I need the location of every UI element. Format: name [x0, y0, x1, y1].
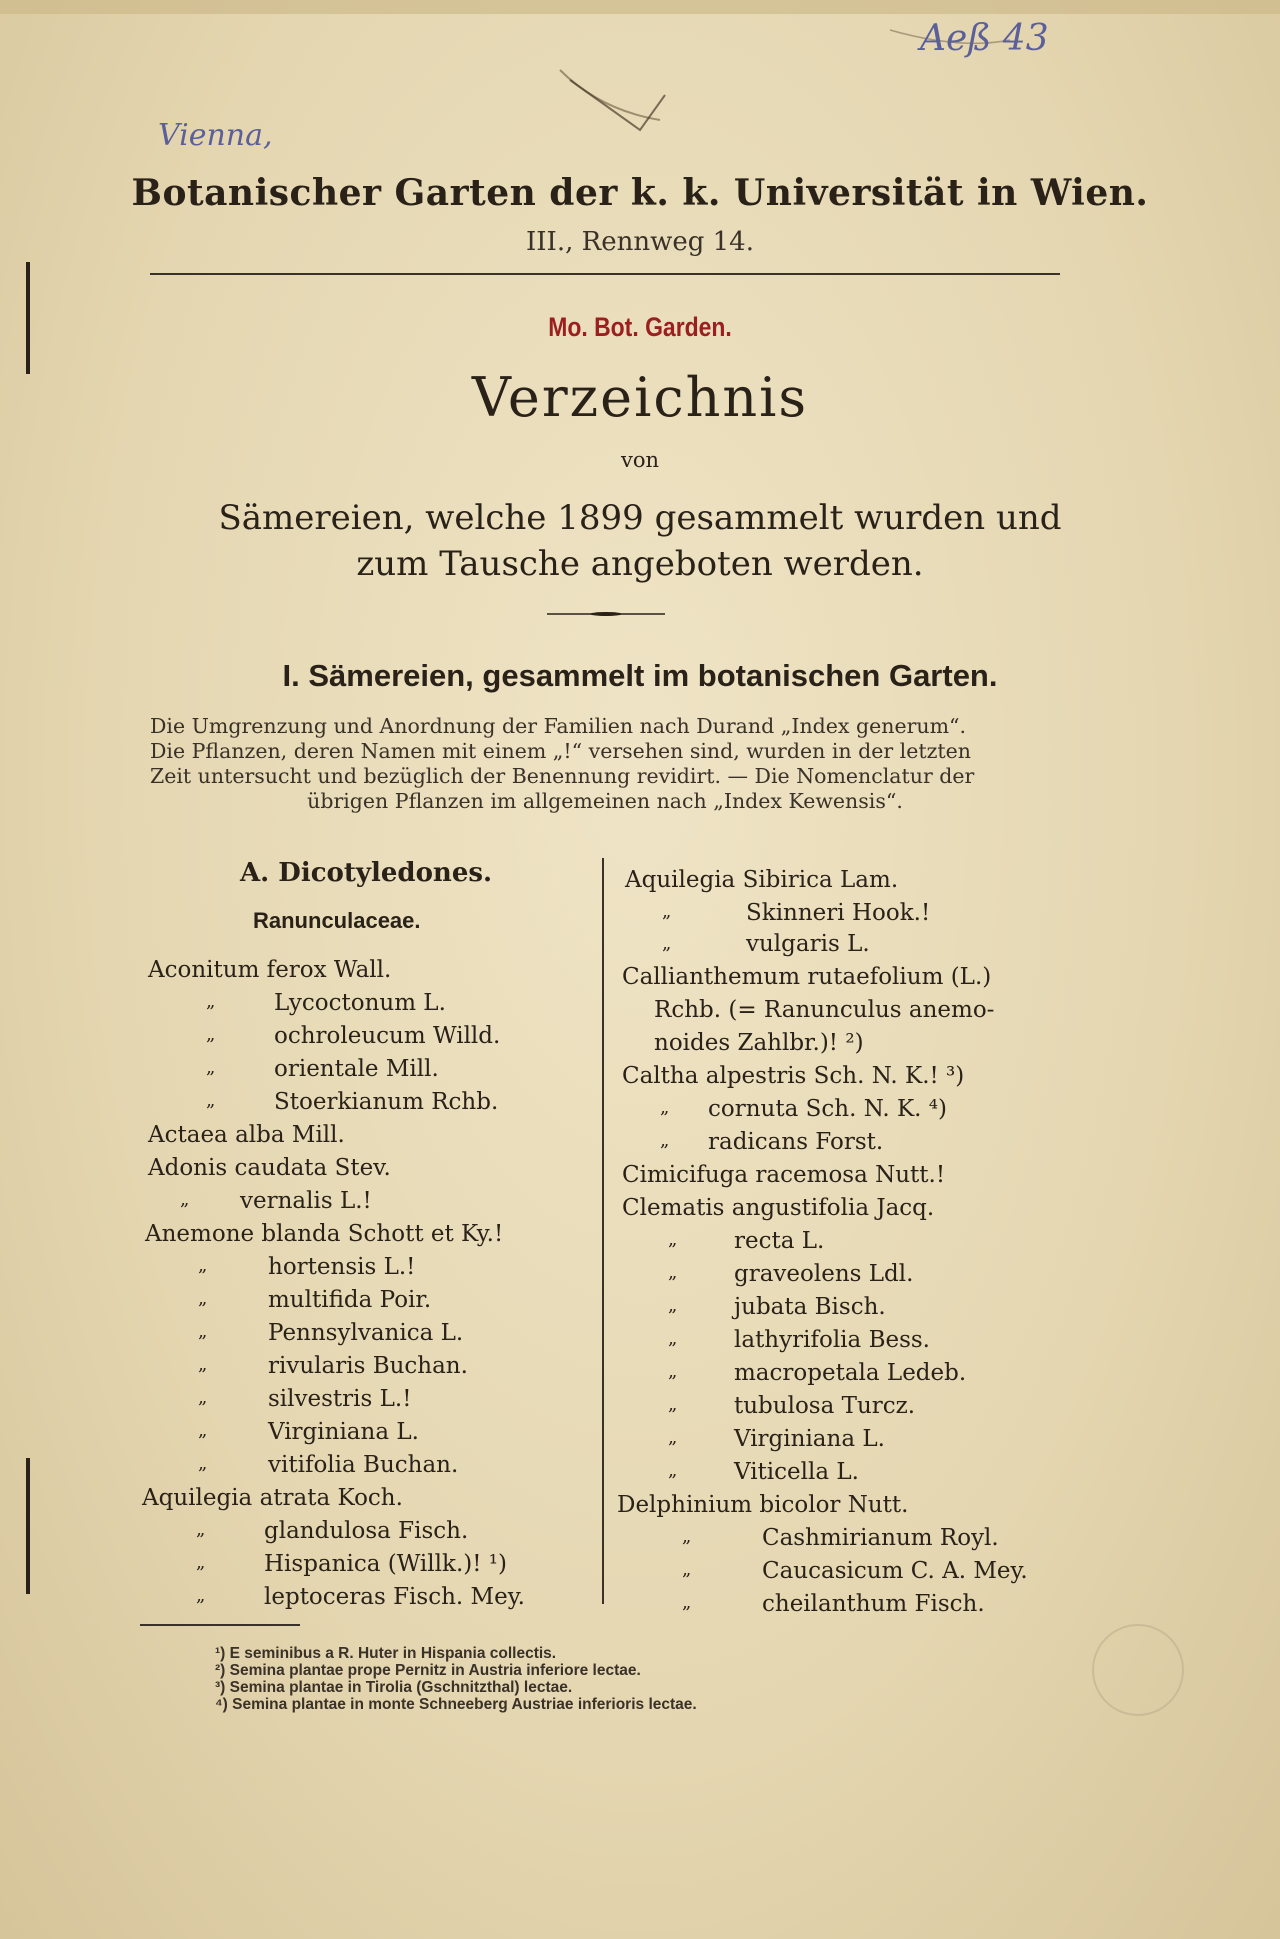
list-item: Rchb. (= Ranunculus anemo-	[654, 997, 995, 1023]
ditto-mark: „	[206, 991, 216, 1012]
ditto-mark: „	[668, 1229, 678, 1250]
intro-line: Die Pflanzen, deren Namen mit einem „!“ versehen sind, wurden in der letzten	[150, 739, 971, 763]
ditto-mark: „	[668, 1361, 678, 1382]
list-item: jubata Bisch.	[734, 1294, 886, 1320]
subtitle-line-1: Sämereien, welche 1899 gesammelt wurden und	[218, 498, 1062, 538]
intro-paragraph	[150, 714, 1060, 814]
list-item: graveolens Ldl.	[734, 1261, 914, 1287]
handwritten-accession-number: Aeß 43	[920, 18, 1049, 59]
ditto-mark: „	[668, 1394, 678, 1415]
list-item: noides Zahlbr.)! ²)	[654, 1030, 864, 1056]
header-divider	[150, 273, 1060, 275]
library-stamp: Mo. Bot. Garden.	[548, 312, 732, 342]
footnote: ¹) E seminibus a R. Huter in Hispania collectis.	[215, 1645, 557, 1662]
intro-line: Zeit untersucht und bezüglich der Benennung revidirt. — Die Nomenclatur der	[150, 764, 975, 788]
list-item: vulgaris L.	[746, 931, 870, 957]
list-item: Skinneri Hook.!	[746, 900, 931, 926]
list-item: Clematis angustifolia Jacq.	[622, 1195, 935, 1221]
ditto-mark: „	[198, 1321, 208, 1342]
list-item: lathyrifolia Bess.	[734, 1327, 930, 1353]
ornamental-divider	[547, 612, 665, 616]
section-heading: I. Sämereien, gesammelt im botanischen Garten.	[282, 658, 998, 693]
ditto-mark: „	[206, 1024, 216, 1045]
list-item: Hispanica (Willk.)! ¹)	[264, 1551, 507, 1577]
list-item: Aquilegia Sibirica Lam.	[625, 867, 899, 893]
ditto-mark: „	[682, 1526, 692, 1547]
list-item: Virginiana L.	[734, 1426, 885, 1452]
ditto-mark: „	[198, 1255, 208, 1276]
ditto-mark: „	[180, 1189, 190, 1210]
intro-line: Die Umgrenzung und Anordnung der Familien nach Durand „Index generum“.	[150, 714, 967, 738]
list-item: Anemone blanda Schott et Ky.!	[145, 1221, 504, 1247]
list-item: Viticella L.	[734, 1459, 859, 1485]
list-item: leptoceras Fisch. Mey.	[264, 1584, 525, 1610]
list-item: cornuta Sch. N. K. ⁴)	[708, 1096, 947, 1122]
list-item: glandulosa Fisch.	[264, 1518, 469, 1544]
document-subtitle	[0, 495, 1280, 587]
list-item: Actaea alba Mill.	[148, 1122, 345, 1148]
list-item: Aquilegia atrata Koch.	[142, 1485, 403, 1511]
subtitle-line-2: zum Tausche angeboten werden.	[356, 544, 924, 584]
institution-title: Botanischer Garten der k. k. Universität in Wien.	[131, 172, 1149, 214]
list-item: recta L.	[734, 1228, 825, 1254]
list-item: macropetala Ledeb.	[734, 1360, 967, 1386]
intro-line: übrigen Pflanzen im allgemeinen nach „Index Kewensis“.	[307, 789, 903, 813]
institution-address: III., Rennweg 14.	[526, 227, 754, 257]
list-item: Stoerkianum Rchb.	[274, 1089, 499, 1115]
list-item: Caucasicum C. A. Mey.	[762, 1558, 1028, 1584]
list-item: ochroleucum Willd.	[274, 1023, 501, 1049]
list-item: silvestris L.!	[268, 1386, 412, 1412]
class-heading: A. Dicotyledones.	[240, 858, 493, 888]
title-von: von	[620, 448, 660, 472]
list-item: vitifolia Buchan.	[268, 1452, 459, 1478]
ditto-mark: „	[198, 1420, 208, 1441]
ditto-mark: „	[198, 1288, 208, 1309]
ditto-mark: „	[206, 1090, 216, 1111]
list-item: Aconitum ferox Wall.	[148, 957, 392, 983]
list-item: hortensis L.!	[268, 1254, 416, 1280]
ditto-mark: „	[196, 1552, 206, 1573]
list-item: vernalis L.!	[240, 1188, 372, 1214]
ditto-mark: „	[668, 1262, 678, 1283]
list-item: rivularis Buchan.	[268, 1353, 468, 1379]
ditto-mark: „	[668, 1295, 678, 1316]
ditto-mark: „	[206, 1057, 216, 1078]
list-item: cheilanthum Fisch.	[762, 1591, 985, 1617]
list-item: Callianthemum rutaefolium (L.)	[622, 964, 992, 990]
handwritten-note-vienna: Vienna,	[158, 118, 273, 153]
document-title: Verzeichnis	[471, 366, 809, 429]
ditto-mark: „	[668, 1460, 678, 1481]
ditto-mark: „	[196, 1519, 206, 1540]
list-item: Delphinium bicolor Nutt.	[617, 1492, 909, 1518]
ditto-mark: „	[682, 1592, 692, 1613]
list-item: Cimicifuga racemosa Nutt.!	[622, 1162, 946, 1188]
ditto-mark: „	[660, 1130, 670, 1151]
ditto-mark: „	[198, 1387, 208, 1408]
list-item: multifida Poir.	[268, 1287, 432, 1313]
ditto-mark: „	[662, 901, 672, 922]
footnote-divider	[140, 1624, 300, 1626]
margin-mark	[26, 262, 30, 374]
ditto-mark: „	[668, 1427, 678, 1448]
footnote: ³) Semina plantae in Tirolia (Gschnitzthal) lectae.	[215, 1679, 573, 1696]
list-item: Adonis caudata Stev.	[148, 1155, 391, 1181]
ditto-mark: „	[682, 1559, 692, 1580]
footnote: ⁴) Semina plantae in monte Schneeberg Austriae inferioris lectae.	[215, 1696, 697, 1713]
list-item: Caltha alpestris Sch. N. K.! ³)	[622, 1063, 965, 1089]
margin-mark	[26, 1458, 30, 1594]
ditto-mark: „	[662, 933, 672, 954]
ditto-mark: „	[196, 1585, 206, 1606]
family-heading: Ranunculaceae.	[253, 908, 421, 933]
column-divider	[602, 858, 604, 1604]
list-item: Pennsylvanica L.	[268, 1320, 464, 1346]
list-item: Cashmirianum Royl.	[762, 1525, 999, 1551]
list-item: orientale Mill.	[274, 1056, 439, 1082]
list-item: tubulosa Turcz.	[734, 1393, 916, 1419]
list-item: Virginiana L.	[268, 1419, 419, 1445]
ditto-mark: „	[660, 1097, 670, 1118]
footnote: ²) Semina plantae prope Pernitz in Austria inferiore lectae.	[215, 1662, 641, 1679]
list-item: radicans Forst.	[708, 1129, 884, 1155]
ditto-mark: „	[668, 1328, 678, 1349]
ditto-mark: „	[198, 1354, 208, 1375]
list-item: Lycoctonum L.	[274, 990, 446, 1016]
ditto-mark: „	[198, 1453, 208, 1474]
